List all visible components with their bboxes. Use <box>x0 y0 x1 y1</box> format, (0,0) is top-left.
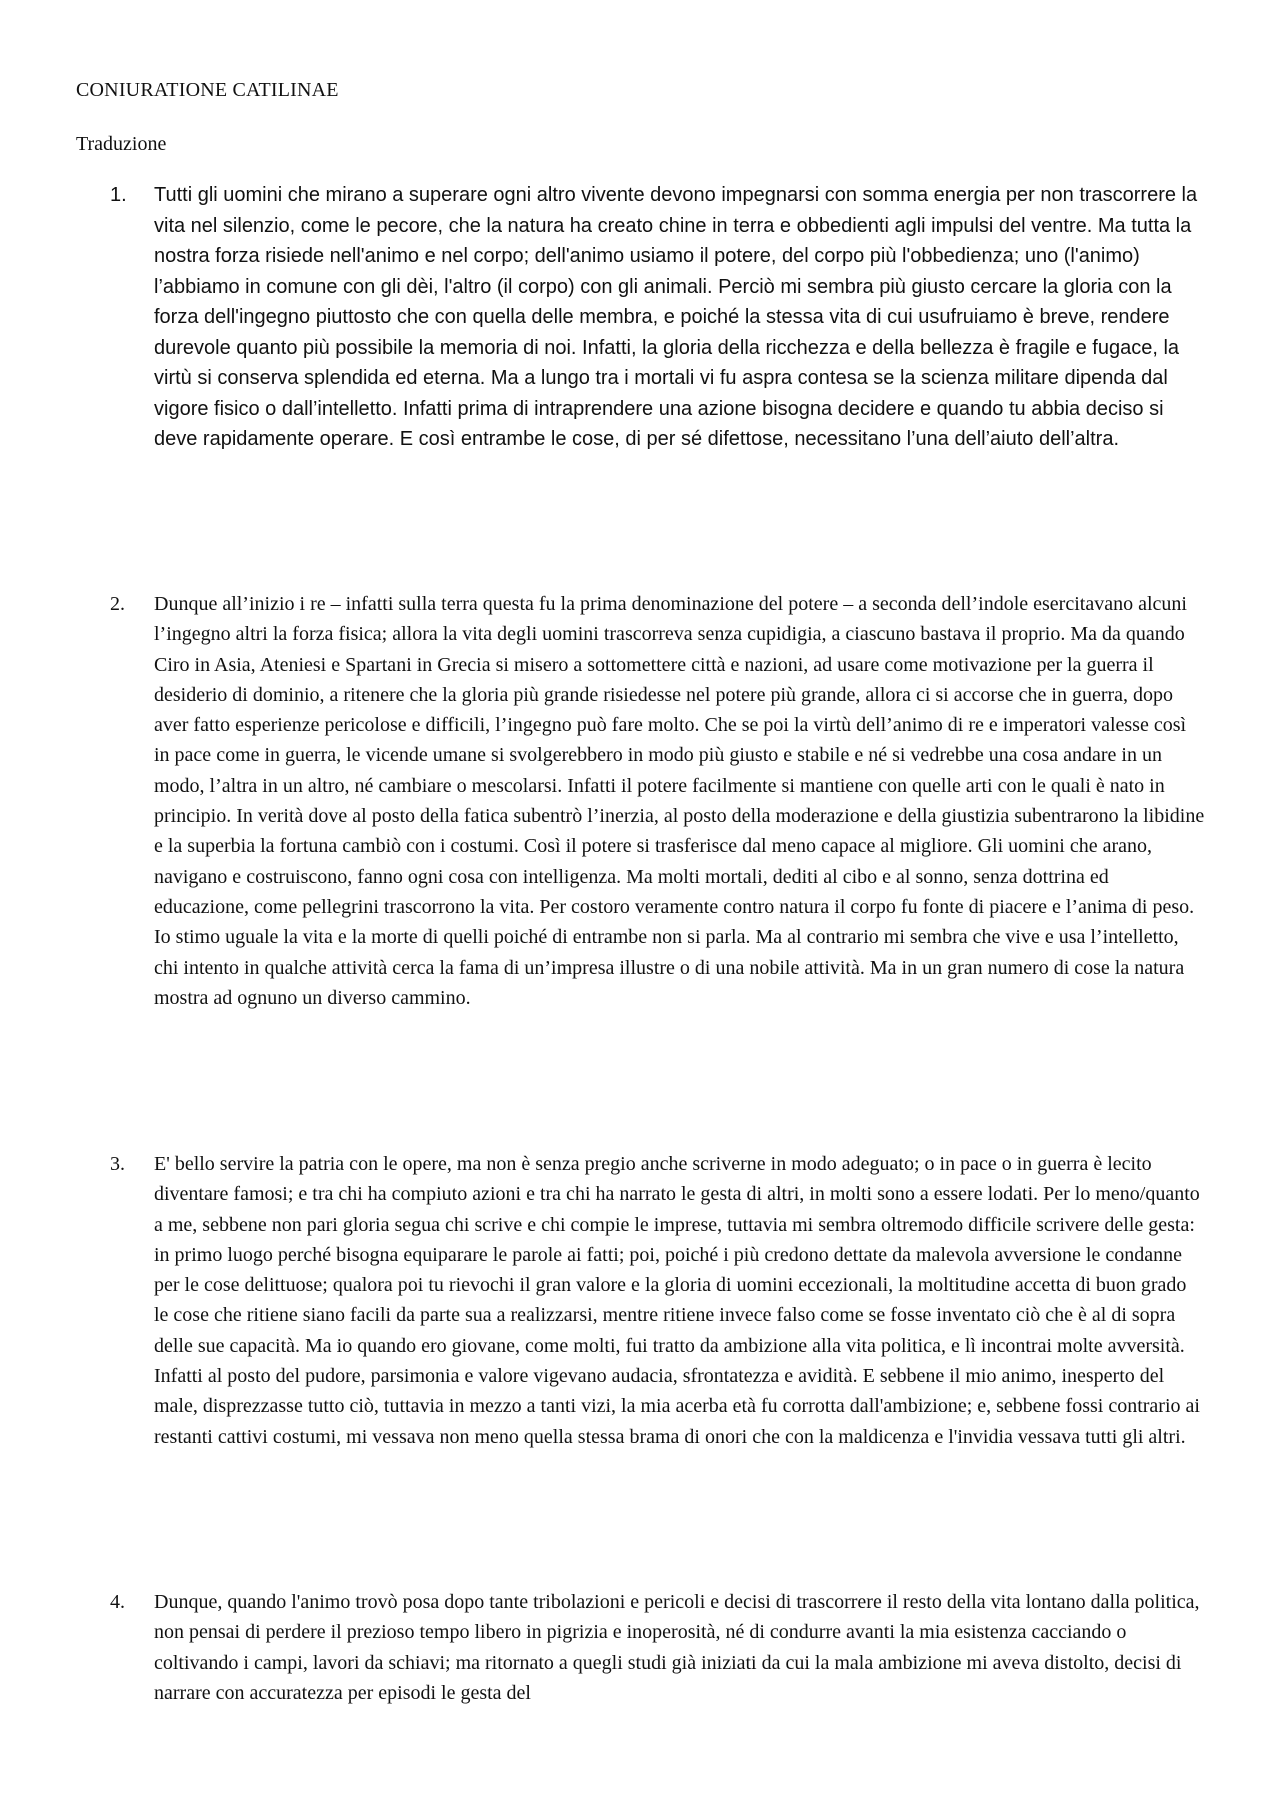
paragraph-text: Dunque, quando l'animo trovò posa dopo tante tribolazioni e pericoli e decisi di trascorrere il resto della vita lontano dalla politica, non pensai di perdere il prezioso tempo libero in pigrizia e inoperosità, né di condurre avanti la mia esistenza cacciando o coltivando i campi, lavori da schiavi; ma ritornato a quegli studi già iniziati da cui la mala ambizione mi aveva distolto, decisi di narrare con accuratezza per episodi le gesta del <box>154 1591 1200 1704</box>
paragraph-text: Dunque all’inizio i re – infatti sulla terra questa fu la prima denominazione del potere – a seconda dell’indole esercitavano alcuni l’ingegno altri la forza fisica; allora la vita degli uomini trascorreva senza cupidigia, a ciascuno bastava il proprio. Ma da quando Ciro in Asia, Ateniesi e Spartani in Grecia si misero a sottomettere città e nazioni, ad usare come motivazione per la guerra il desiderio di dominio, a ritenere che la gloria più grande risiedesse nel potere più grande, allora ci si accorse che in guerra, dopo aver fatto esperienze pericolose e difficili, l’ingegno può fare molto. Che se poi la virtù dell’animo di re e imperatori valesse così in pace come in guerra, le vicende umane si svolgerebbero in modo più giusto e stabile e né si vedrebbe una cosa andare in un modo, l’altra in un altro, né cambiare o mescolarsi. Infatti il potere facilmente si mantiene con quelle arti con le quali è nato in principio. In verità dove al posto della fatica subentrò l’inerzia, al posto della moderazione e della giustizia subentrarono la libidine e la superbia la fortuna cambiò con i costumi. Così il potere si trasferisce dal meno capace al migliore. Gli uomini che arano, navigano e costruiscono, fanno ogni cosa con intelligenza. Ma molti mortali, dediti al cibo e al sonno, senza dottrina ed educazione, come pellegrini trascorrono la vita. Per costoro veramente contro natura il corpo fu fonte di piacere e l’anima di peso. Io stimo uguale la vita e la morte di quelli poiché di entrambe non si parla. Ma al contrario mi sembra che vive e usa l’intelletto, chi intento in qualche attività cerca la fama di un’impresa illustre o di una nobile attività. Ma in un gran numero di cose la natura mostra ad ognuno un diverso cammino. <box>154 593 1205 1009</box>
paragraph-text: Tutti gli uomini che mirano a superare ogni altro vivente devono impegnarsi con somma energia per non trascorrere la vita nel silenzio, come le pecore, che la natura ha creato chine in terra e obbedienti agli impulsi del ventre. Ma tutta la nostra forza risiede nell'animo e nel corpo; dell'animo usiamo il potere, del corpo più l'obbedienza; uno (l'animo) l’abbiamo in comune con gli dèi, l'altro (il corpo) con gli animali. Perciò mi sembra più giusto cercare la gloria con la forza dell'ingegno piuttosto che con quella delle membra, e poiché la stessa vita di cui usufruiamo è breve, rendere durevole quanto più possibile la memoria di noi. Infatti, la gloria della ricchezza e della bellezza è fragile e fugace, la virtù si conserva splendida ed eterna. Ma a lungo tra i mortali vi fu aspra contesa se la scienza militare dipenda dal vigore fisico o dall’intelletto. Infatti prima di intraprendere una azione bisogna decidere e quando tu abbia deciso si deve rapidamente operare. E così entrambe le cose, di per sé difettose, necessitano l’una dell’aiuto dell’altra. <box>154 184 1198 450</box>
document-title: CONIURATIONE CATILINAE <box>76 79 339 101</box>
list-item <box>110 1149 1210 1452</box>
list-item-number: 2. <box>110 593 125 615</box>
list-item <box>110 180 1210 455</box>
list-item-number: 4. <box>110 1591 125 1613</box>
paragraph-text: E' bello servire la patria con le opere, ma non è senza pregio anche scriverne in modo adeguato; o in pace o in guerra è lecito diventare famosi; e tra chi ha compiuto azioni e tra chi ha narrato le gesta di altri, in molti sono a essere lodati. Per lo meno/quanto a me, sebbene non pari gloria segua chi scrive e chi compie le imprese, tuttavia mi sembra oltremodo difficile scrivere delle gesta: in primo luogo perché bisogna equiparare le parole ai fatti; poi, poiché i più credono dettate da malevola avversione le condanne per le cose delittuose; qualora poi tu rievochi il gran valore e la gloria di uomini eccezionali, la moltitudine accetta di buon grado le cose che ritiene siano facili da parte sua a realizzarsi, mentre ritiene invece falso come se fosse inventato ciò che è al di sopra delle sue capacità. Ma io quando ero giovane, come molti, fui tratto da ambizione alla vita politica, e lì incontrai molte avversità. Infatti al posto del pudore, parsimonia e valore vigevano audacia, sfrontatezza e avidità. E sebbene il mio animo, inesperto del male, disprezzasse tutto ciò, tuttavia in mezzo a tanti vizi, la mia acerba età fu corrotta dall'ambizione; e, sebbene fossi contrario ai restanti cattivi costumi, mi vessava non meno quella stessa brama di onori che con la maldicenza e l'invidia vessava tutti gli altri. <box>154 1153 1200 1448</box>
list-item-number: 1. <box>110 184 127 206</box>
list-item-number: 3. <box>110 1153 125 1175</box>
document-subtitle: Traduzione <box>76 133 167 155</box>
list-item <box>110 1587 1210 1708</box>
list-item <box>110 589 1210 1013</box>
